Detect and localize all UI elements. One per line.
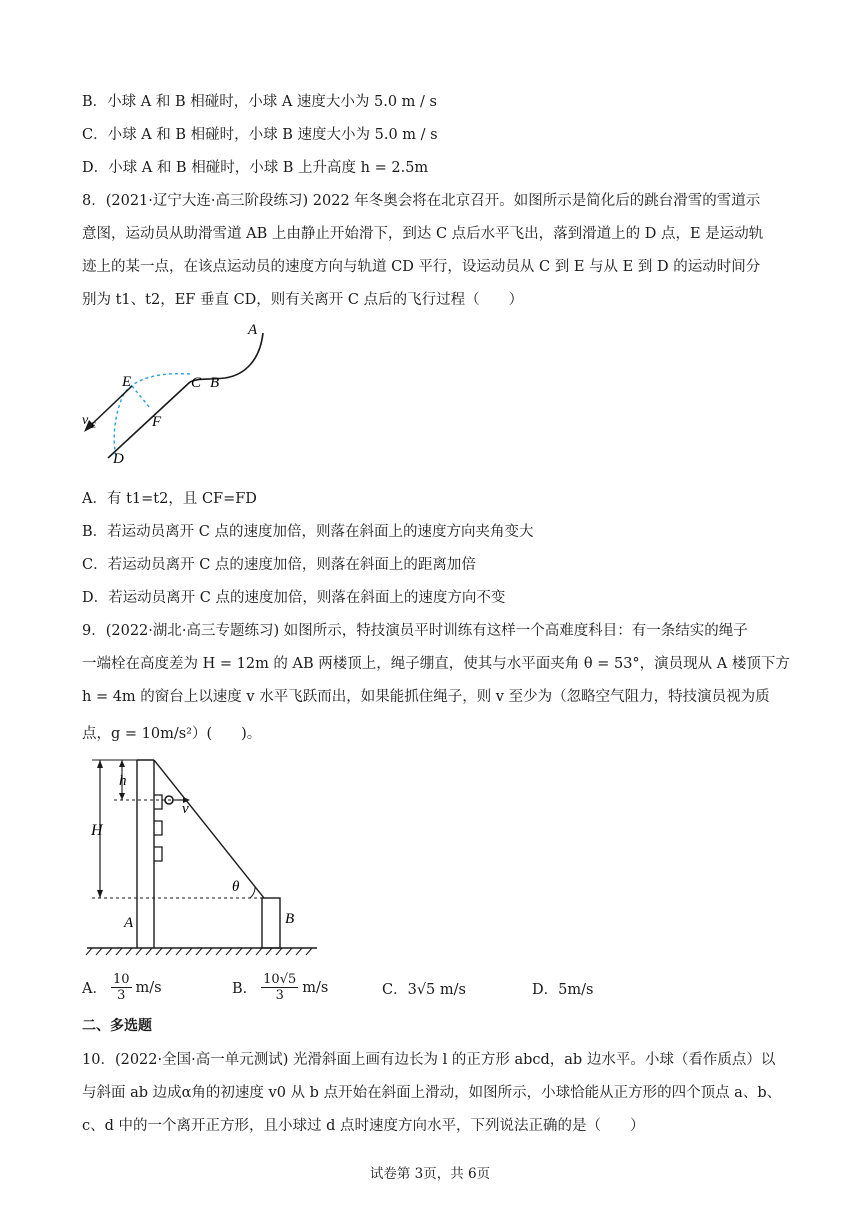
q9-option-a-denominator: 3 — [117, 988, 126, 1003]
q9-option-c: C．3√5 m/s — [382, 982, 466, 998]
label-big-h: H — [91, 822, 103, 839]
q9-option-a-unit: m/s — [135, 979, 162, 996]
q9-stem-line-2: 一端栓在高度差为 H = 12m 的 AB 两楼顶上，绳子绷直，使其与水平面夹角 θ = 53°，演员现从 A 楼顶下方 — [82, 656, 790, 672]
page-footer: 试卷第 3页，共 6页 — [369, 1166, 491, 1182]
angle-arc — [250, 887, 255, 898]
q10-stem-line-3: c、d 中的一个离开正方形，且小球过 d 点时速度方向水平，下列说法正确的是（ ） — [82, 1118, 645, 1134]
q8-option-a: A．有 t1=t2，且 CF=FD — [82, 491, 257, 507]
q8-stem-line-4: 别为 t1、t2，EF 垂直 CD，则有关离开 C 点后的飞行过程（ ） — [82, 292, 524, 308]
q7-option-d: D．小球 A 和 B 相碰时，小球 B 上升高度 h = 2.5m — [82, 160, 429, 176]
q9-option-d: D．5m/s — [532, 982, 594, 998]
q7-option-b: B．小球 A 和 B 相碰时，小球 A 速度大小为 5.0 m / s — [82, 94, 437, 110]
section-title: 二、多选题 — [82, 1018, 152, 1034]
landing-slope — [108, 382, 190, 458]
q9-options — [82, 972, 782, 1008]
q7-option-c: C．小球 A 和 B 相碰时，小球 B 速度大小为 5.0 m / s — [82, 127, 438, 143]
rope — [154, 760, 264, 898]
q9-option-b — [232, 972, 328, 1003]
q9-option-b-fraction — [261, 972, 298, 1003]
label-h: h — [119, 773, 127, 789]
q10-stem-line-1: 10．(2022·全国·高一单元测试) 光滑斜面上画有边长为 l 的正方形 abcd，ab 边水平。小球（看作质点）以 — [82, 1052, 776, 1068]
q8-stem-line-3: 迹上的某一点，在该点运动员的速度方向与轨道 CD 平行，设运动员从 C 到 E 与从 E 到 D 的运动时间分 — [82, 259, 761, 275]
q9-option-b-letter: B． — [232, 981, 258, 997]
q8-option-d: D．若运动员离开 C 点的速度加倍，则落在斜面上的速度方向不变 — [82, 590, 506, 606]
q9-option-b-unit: m/s — [302, 979, 329, 996]
q9-stem-line-1: 9．(2022·湖北·高三专题练习) 如图所示，特技演员平时训练有这样一个高难度科目：有一条结实的绳子 — [82, 623, 748, 639]
q9-stem-line-3: h = 4m 的窗台上以速度 v 水平飞跃而出，如果能抓住绳子，则 v 至少为（忽略空气阻力，特技演员视为质 — [82, 689, 770, 705]
q10-stem-line-2: 与斜面 ab 边成α角的初速度 v0 从 b 点开始在斜面上滑动，如图所示，小球恰能从正方形的四个顶点 a、b、 — [82, 1085, 782, 1101]
q8-option-b: B．若运动员离开 C 点的速度加倍，则落在斜面上的速度方向夹角变大 — [82, 524, 534, 540]
label-building-a: A — [124, 915, 134, 931]
q9-option-a-fraction — [111, 972, 132, 1003]
ski-jump-figure — [70, 320, 300, 470]
label-a: A — [248, 322, 258, 338]
label-c: C — [191, 375, 202, 391]
velocity-arrow — [90, 386, 132, 426]
label-b: B — [210, 375, 220, 391]
label-f: F — [152, 414, 162, 430]
label-theta: θ — [232, 879, 240, 895]
label-v-sub: E — [91, 421, 96, 430]
q8-stem-line-1: 8．(2021·辽宁大连·高三阶段练习) 2022 年冬奥会将在北京召开。如图所示是简化后的跳台滑雪的雪道示 — [82, 193, 761, 209]
ef-perpendicular — [132, 386, 150, 408]
label-building-b: B — [285, 911, 295, 927]
q9-option-a-letter: A． — [82, 981, 107, 997]
q9-stem-line-4: 点，g = 10m/s²）( )。 — [82, 726, 262, 742]
label-d: D — [113, 451, 124, 467]
q9-option-b-denominator: 3 — [275, 988, 284, 1003]
building-a-windows — [154, 795, 162, 861]
q8-stem-line-2: 意图，运动员从助滑雪道 AB 上由静止开始滑下，到达 C 点后水平飞出，落到滑道上的 D 点，E 是运动轨 — [82, 226, 764, 242]
q8-option-c: C．若运动员离开 C 点的速度加倍，则落在斜面上的距离加倍 — [82, 557, 476, 573]
q9-option-a-numerator: 10 — [112, 972, 130, 987]
building-b — [262, 898, 280, 948]
label-e: E — [122, 374, 132, 390]
label-v: v — [82, 413, 89, 428]
stunt-figure — [82, 755, 322, 960]
label-v: v — [182, 801, 189, 817]
q9-option-a — [82, 972, 162, 1003]
q9-option-b-numerator: 10√5 — [263, 972, 297, 987]
